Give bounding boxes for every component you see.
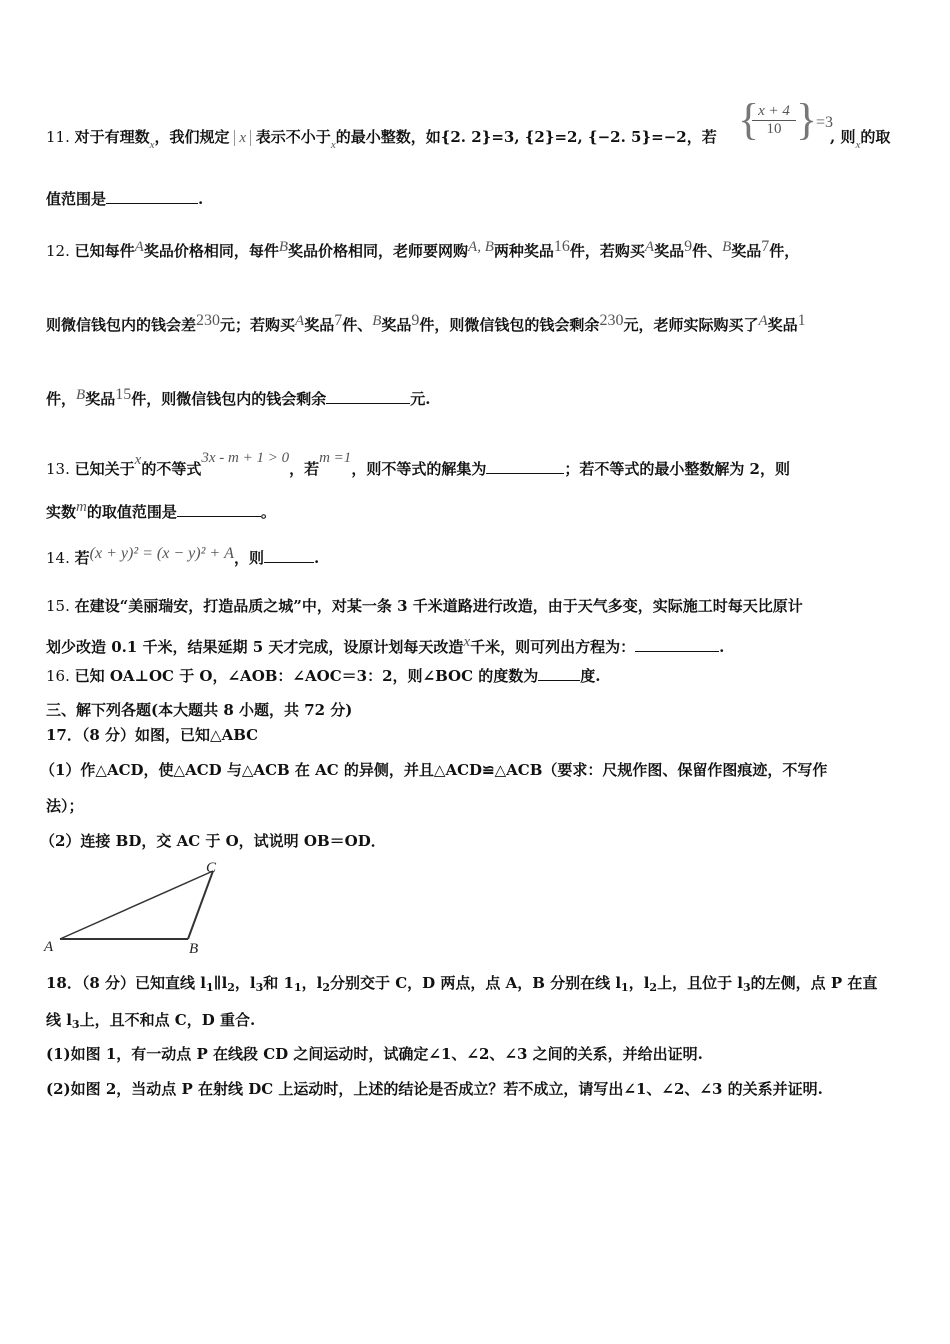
question-17-part-1-cont: 法）； [46,797,84,815]
q13-number: 13. [46,460,70,478]
question-17-part-1: （1）作△ACD，使△ACD 与△ACB 在 AC 的异侧，并且△ACD≌△ACB（要求：尺规作图、保留作图痕迹，不写作 [40,761,828,779]
question-11-tail: , 则$_x$的取 [830,128,891,151]
question-12-line-2: 则微信钱包内的钱会差230元；若购买A奖品7件、B奖品9件，则微信钱包的钱会剩余230元，老师实际购买了A奖品1 [46,312,806,334]
q15-number: 15. [46,597,70,615]
answer-blank [635,637,719,652]
question-11-line-1: 11. 对于有理数$_x$，我们规定 x 表示不小于$_x$的最小整数，如{2. 2}=3, {2}=2, {−2. 5}=−2，若 [46,128,717,151]
section-heading: 三、解下列各题(本大题共 8 小题，共 72 分) [46,701,353,719]
math-inequality: 3x - m + 1 > 0 [201,450,290,466]
question-18-line-2: 线 $l_3$上，且不和点 C，D 重合. [46,1011,256,1031]
question-12-line-1: 12. 已知每件A奖品价格相同，每件B奖品价格相同，老师要网购A, B两种奖品16件，若购买A奖品9件、B奖品7件， [46,238,800,260]
math-brace-x: x [234,130,251,146]
triangle-figure [40,855,230,955]
label-b: B [189,941,199,955]
answer-blank [538,666,580,681]
question-16: 16. 已知 OA⊥OC 于 O，∠AOB：∠AOC＝3：2，则∠BOC 的度数为 度. [46,667,601,685]
question-18-part-2: (2)如图 2，当动点 P 在射线 DC 上运动时，上述的结论是否成立？若不成立，请写出∠1、∠2、∠3 的关系并证明. [46,1080,823,1098]
question-11-line-2: 值范围是 . [46,190,204,208]
question-18-part-1: (1)如图 1，有一动点 P 在线段 CD 之间运动时，试确定∠1、∠2、∠3 之间的关系，并给出证明. [46,1045,703,1063]
q12-number: 12. [46,242,70,260]
question-13-line-2: 实数m的取值范围是 。 [46,499,276,521]
question-18-head: 18．（8 分）已知直线 $l_1\parallel l_2$，$l_3$和 $1_1$，$l_2$分别交于 C，D 两点，点 A，B 分别在线 $l_1$，$l_2$上，且位于 $l_3$的左侧，点 P 在直 [46,974,878,994]
question-17-head: 17．（8 分）如图，已知△ABC [46,726,259,744]
math-x: x [149,139,155,151]
answer-blank [486,459,564,474]
answer-blank [177,502,261,517]
q16-number: 16. [46,667,70,685]
math-expression: (x + y)² = (x − y)² + A [89,545,234,562]
side-ac [60,871,213,939]
answer-blank [106,189,198,204]
question-12-line-3: 件，B奖品15件，则微信钱包内的钱会剩余 元. [46,386,431,408]
label-a: A [44,939,54,955]
answer-blank [326,389,410,404]
q14-number: 14. [46,549,70,567]
answer-blank [264,548,314,563]
label-c: C [206,860,217,876]
q11-number: 11. [46,128,70,146]
question-15-line-2: 划少改造 0.1 千米，结果延期 5 天才完成，设原计划每天改造x千米，则可列出方程为： . [46,634,725,656]
question-13-line-1: 13. 已知关于x的不等式3x - m + 1 > 0，若m =1，则不等式的解集为 ；若不等式的最小整数解为 2，则 [46,450,790,478]
question-15-line-1: 15. 在建设“美丽瑞安，打造品质之城”中，对某一条 3 千米道路进行改造，由于天气多变，实际施工时每天比原计 [46,597,803,615]
question-14: 14. 若(x + y)² = (x − y)² + A，则 . [46,545,320,567]
math-x: x [330,139,336,151]
question-17-part-2: （2）连接 BD，交 AC 于 O，试说明 OB＝OD． [40,832,386,850]
